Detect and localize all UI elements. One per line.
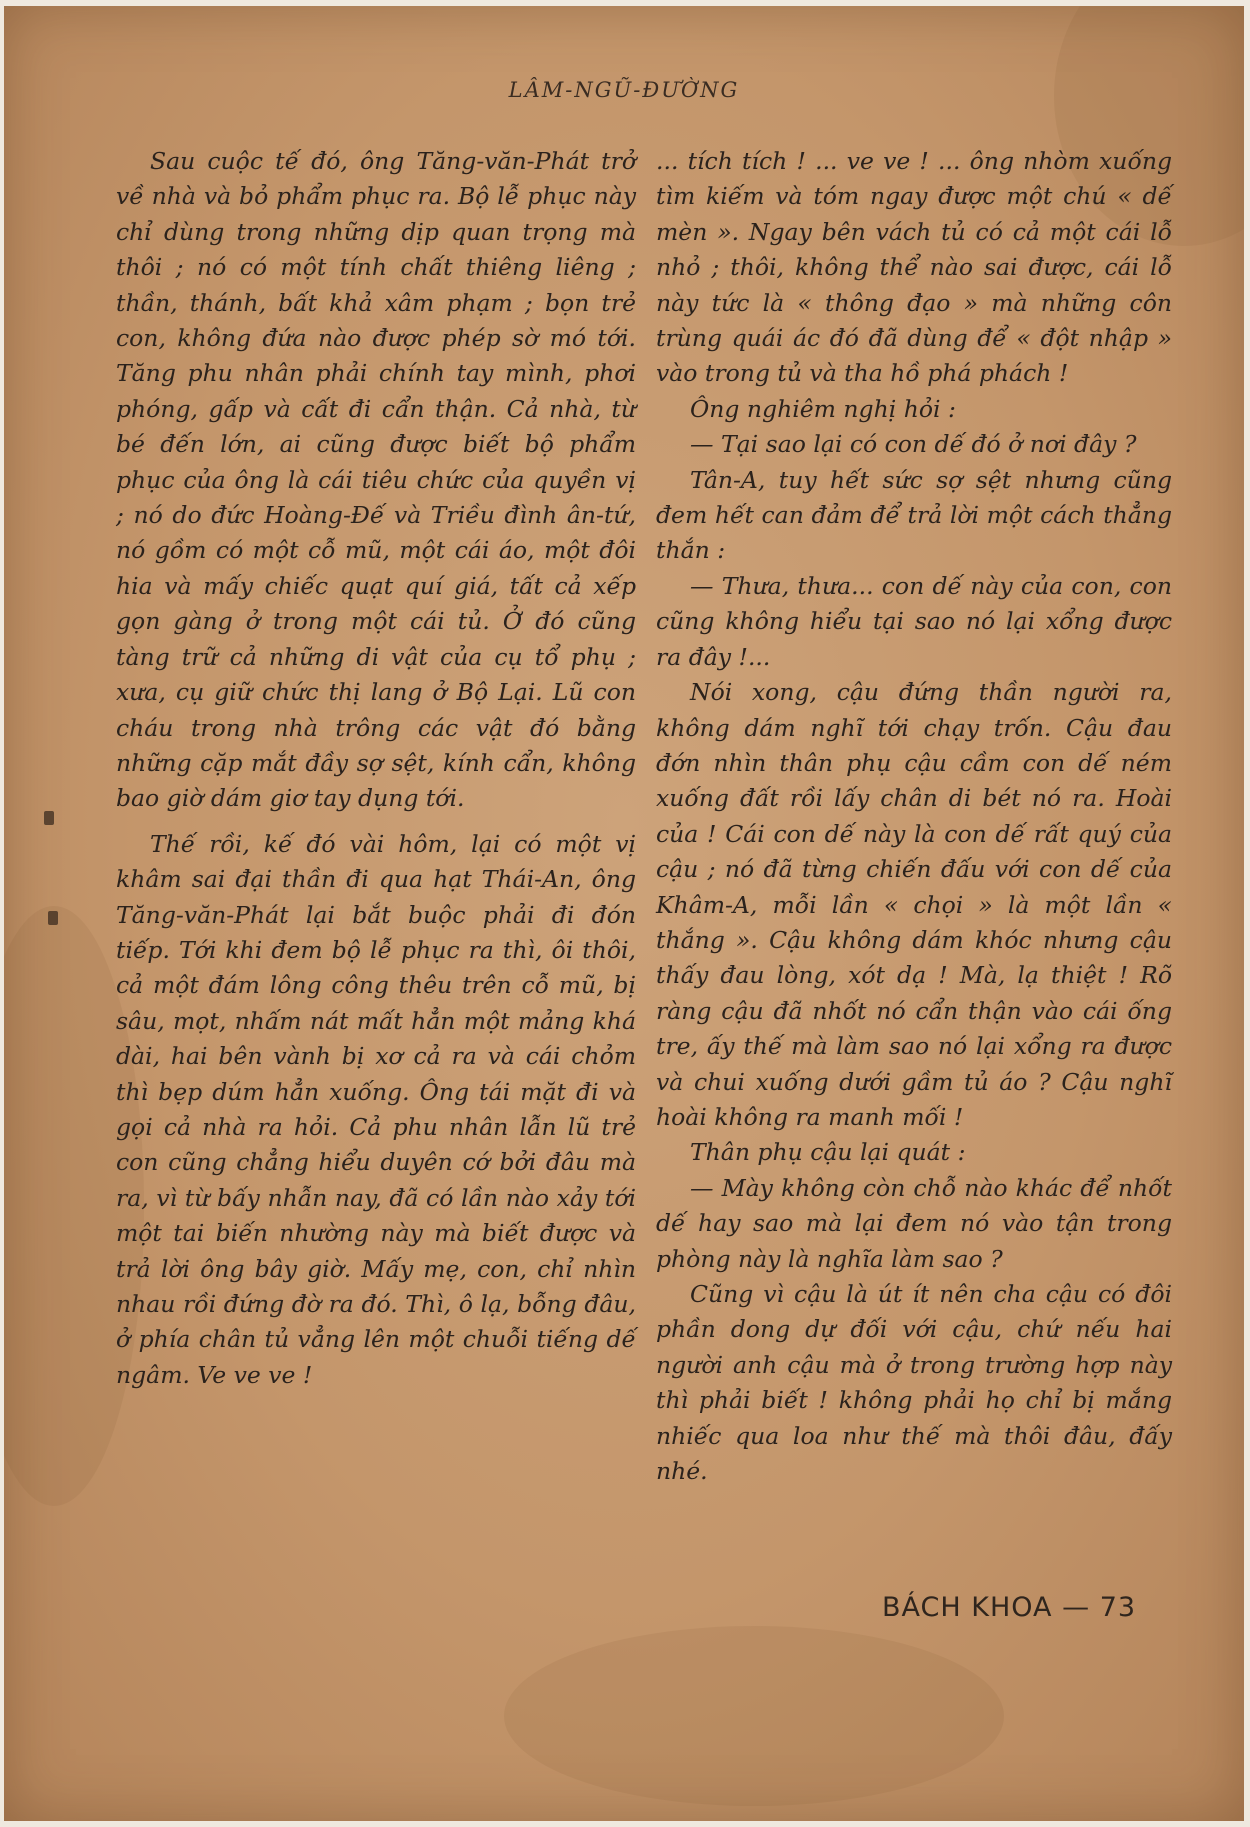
page-number: 73 (1099, 1592, 1137, 1623)
paragraph: Nói xong, cậu đứng thần người ra, không dám nghĩ tới chạy trốn. Cậu đau đớn nhìn thân phụ cậu cầm con dế ném xuống đất rồi lấy chân di bét nó ra. Hoài của ! Cái con dế này là con dế rất quý của cậu ; nó đã từng chiến đấu với con dế của Khâm-A, mỗi lần « chọi » là một lần « thắng ». Cậu không dám khóc nhưng cậu thấy đau lòng, xót dạ ! Mà, lạ thiệt ! Rõ ràng cậu đã nhốt nó cẩn thận vào cái ống tre, ấy thế mà làm sao nó lại xổng ra được và chui xuống dưới gầm tủ áo ? Cậu nghĩ hoài không ra manh mối ! (656, 678, 1172, 1131)
running-title: LÂM-NGŨ-ĐƯỜNG (508, 78, 740, 102)
paragraph: Thân phụ cậu lại quát : (690, 1138, 966, 1167)
page-footer (882, 1592, 1136, 1623)
right-column (656, 144, 1172, 1489)
margin-mark (48, 911, 58, 925)
dialogue-line: — Mày không còn chỗ nào khác để nhốt dế hay sao mà lại đem nó vào tận trong phòng này là nghĩa làm sao ? (656, 1173, 1172, 1273)
paper-stain (504, 1626, 1004, 1806)
paragraph: ... tích tích ! ... ve ve ! ... ông nhòm xuống tìm kiếm và tóm ngay được một chú « dế mèn ». Ngay bên vách tủ có cả một cái lỗ nhỏ ; thôi, không thể nào sai được, cái lỗ này tức là « thông đạo » mà những côn trùng quái ác đó đã dùng để « đột nhập » vào trong tủ và tha hồ phá phách ! (656, 147, 1172, 388)
paragraph: Thế rồi, kế đó vài hôm, lại có một vị khâm sai đại thần đi qua hạt Thái-An, ông Tăng-văn-Phát lại bắt buộc phải đi đón tiếp. Tới khi đem bộ lễ phục ra thì, ôi thôi, cả một đám lông công thêu trên cỗ mũ, bị sâu, mọt, nhấm nát mất hẳn một mảng khá dài, hai bên vành bị xơ cả ra và cái chỏm thì bẹp dúm hẳn xuống. Ông tái mặt đi và gọi cả nhà ra hỏi. Cả phu nhân lẫn lũ trẻ con cũng chẳng hiểu duyên cớ bởi đâu mà ra, vì từ bấy nhẫn nay, đã có lần nào xảy tới một tai biến nhường này mà biết được và trả lời ông bây giờ. Mấy mẹ, con, chỉ nhìn nhau rồi đứng đờ ra đó. Thì, ô lạ, bỗng đâu, ở phía chân tủ vẳng lên một chuỗi tiếng dế ngâm. Ve ve ve ! (116, 829, 636, 1389)
paragraph: Cũng vì cậu là út ít nên cha cậu có đôi phần dong dự đối với cậu, chứ nếu hai người anh cậu mà ở trong trường hợp này thì phải biết ! không phải họ chỉ bị mắng nhiếc qua loa như thế mà thôi đâu, đấy nhé. (656, 1280, 1172, 1486)
footer-separator: — (1062, 1592, 1091, 1623)
dialogue-line: — Tại sao lại có con dế đó ở nơi đây ? (690, 430, 1137, 459)
magazine-page (4, 6, 1244, 1821)
margin-mark (44, 811, 54, 825)
paragraph: Ông nghiêm nghị hỏi : (690, 394, 956, 423)
paragraph: Sau cuộc tế đó, ông Tăng-văn-Phát trở về nhà và bỏ phẩm phục ra. Bộ lễ phục này chỉ dùng trong những dịp quan trọng mà thôi ; nó có một tính chất thiêng liêng ; thần, thánh, bất khả xâm phạm ; bọn trẻ con, không đứa nào được phép sờ mó tới. Tăng phu nhân phải chính tay mình, phơi phóng, gấp và cất đi cẩn thận. Cả nhà, từ bé đến lớn, ai cũng được biết bộ phẩm phục của ông là cái tiêu chức của quyền vị ; nó do đức Hoàng-Đế và Triều đình ân-tứ, nó gồm có một cỗ mũ, một cái áo, một đôi hia và mấy chiếc quạt quí giá, tất cả xếp gọn gàng ở trong một cái tủ. Ở đó cũng tàng trữ cả những di vật của cụ tổ phụ ; xưa, cụ giữ chức thị lang ở Bộ Lại. Lũ con cháu trong nhà trông các vật đó bằng những cặp mắt đầy sợ sệt, kính cẩn, không bao giờ dám giơ tay dụng tới. (116, 147, 636, 813)
magazine-name: BÁCH KHOA (882, 1592, 1053, 1623)
paragraph: Tân-A, tuy hết sức sợ sệt nhưng cũng đem hết can đảm để trả lời một cách thẳng thắn : (656, 465, 1172, 565)
left-column (116, 144, 636, 1393)
dialogue-line: — Thưa, thưa... con dế này của con, con cũng không hiểu tại sao nó lại xổng được ra đây !... (656, 571, 1172, 671)
